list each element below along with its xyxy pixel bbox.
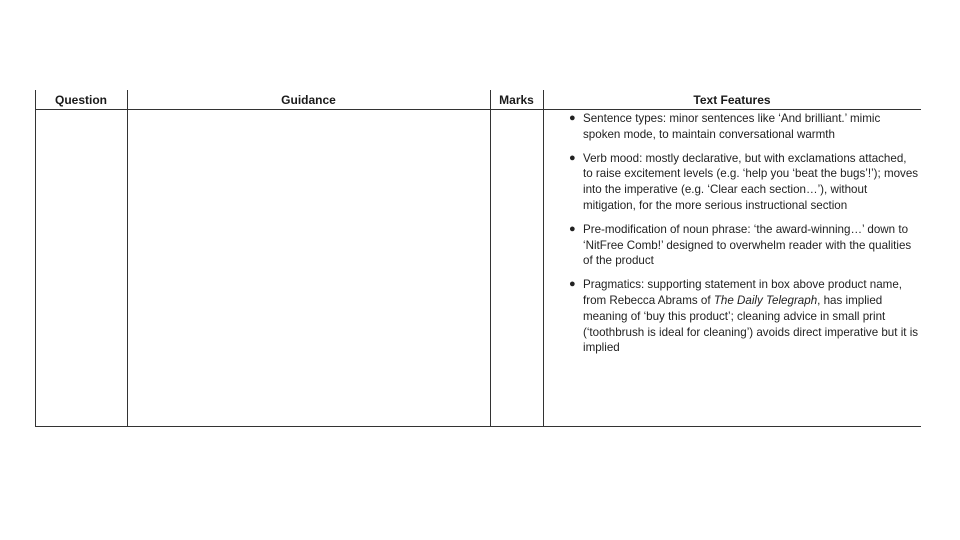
list-item [567,151,919,214]
bullet-icon: ● [569,112,576,124]
feature-text: Sentence types: minor sentences like ‘And brilliant.’ mimic spoken mode, to maintain conversational warmth [583,112,881,141]
marking-table [35,90,921,427]
list-item [567,277,919,356]
bullet-icon: ● [569,278,576,291]
header-text-features: Text Features [693,93,771,107]
column-divider-guidance [490,90,491,426]
header-divider [35,109,921,110]
bullet-icon: ● [569,151,576,164]
bullet-icon: ● [569,222,576,235]
publication-title: The Daily Telegraph [713,293,818,307]
table-border-left [35,90,36,426]
text-features-list [567,111,919,364]
feature-text: Verb mood: mostly declarative, but with exclamations attached, to raise excitement levels (e.g. ‘help you ‘beat the bugs’!’); moves into the imperative (e.g. ‘Clear each section…’), without mitigation, for the more serious instructional section [583,151,919,212]
feature-text: Pragmatics: supporting statement in box above product name, from Rebecca Abrams of The Daily Telegraph, has implied meaning of ‘buy this product’; cleaning advice in small print (‘toothbrush is ideal for cleaning’) avoids direct imperative but it is implied [583,278,919,355]
column-divider-marks [543,90,544,426]
feature-text: Pre-modification of noun phrase: ‘the award-winning…’ down to ‘NitFree Comb!’ designed to overwhelm reader with the qualities of the product [583,222,912,268]
list-item [567,111,919,143]
header-question: Question [54,93,107,107]
header-guidance: Guidance [281,93,336,107]
header-marks: Marks [499,93,534,107]
column-divider-question [127,90,128,426]
list-item [567,222,919,269]
